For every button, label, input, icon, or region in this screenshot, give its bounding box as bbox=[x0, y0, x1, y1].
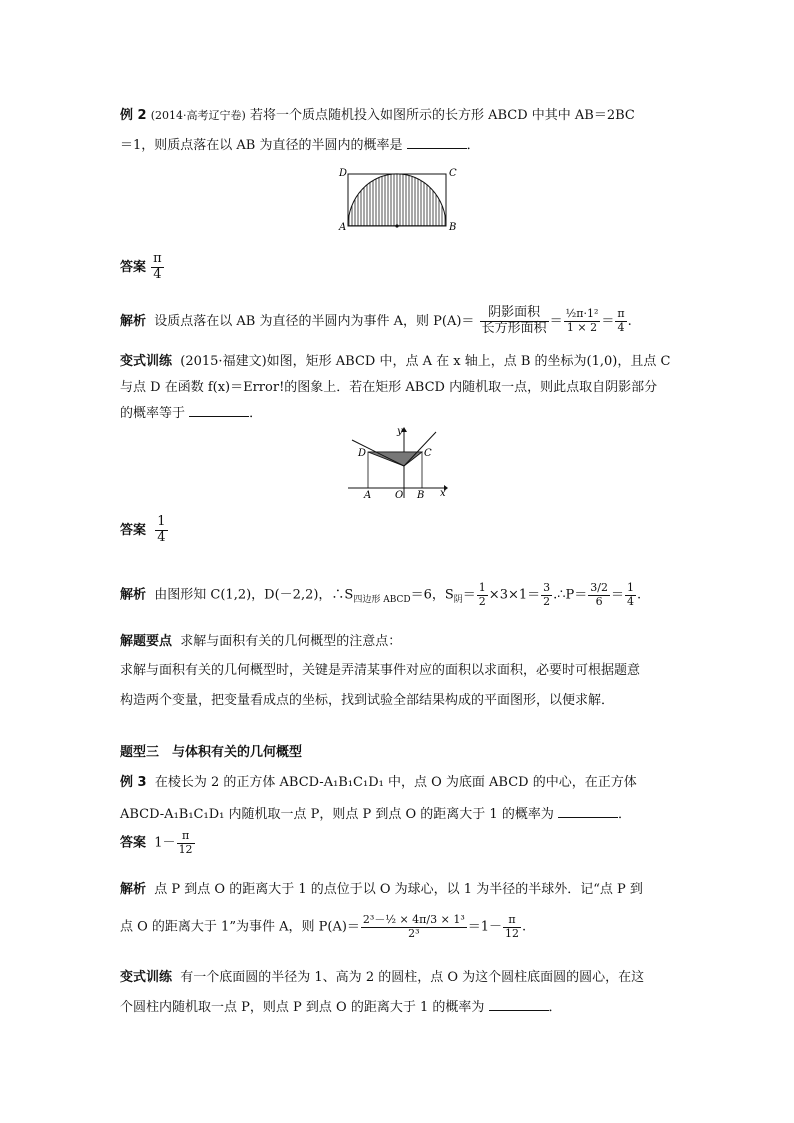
svg-text:B: B bbox=[417, 490, 425, 500]
label-b: B bbox=[449, 222, 457, 233]
label-a: A bbox=[339, 222, 347, 233]
answer-3: 答案 1－ $\frac{\pi}{12}$ bbox=[120, 829, 193, 856]
variant-1-line-3: 的概率等于 ． bbox=[120, 406, 263, 421]
svg-text:O: O bbox=[395, 490, 404, 500]
solution-1: 解析 设质点落在以 AB 为直径的半圆内为事件 A，则 P(A)＝ $\frac{\text{阴影面积}}{\text{长方形面积}}$ ＝ $\frac{\text{½π·1²}}{1 \times 2}$ ＝ $\frac{\pi}{4}$ . bbox=[120, 305, 632, 336]
problem-text: ＝1，则质点落在以 AB 为直径的半圆内的概率是 bbox=[120, 138, 403, 153]
answer-2: 答案 $\frac{1}{4}$ bbox=[120, 514, 166, 545]
answer-1: 答案 $\frac{\pi}{4}$ bbox=[120, 251, 162, 282]
example-2-line-2: ＝1，则质点落在以 AB 为直径的半圆内的概率是 ． bbox=[120, 138, 480, 153]
answer-blank bbox=[558, 807, 618, 818]
example-3-line-2: ABCD-A₁B₁C₁D₁ 内随机取一点 P，则点 P 到点 O 的距离大于 1 的概率为 ． bbox=[120, 807, 631, 822]
source-note: (2014·高考辽宁卷) bbox=[150, 109, 246, 122]
svg-text:C: C bbox=[424, 448, 432, 459]
key-points-line-2: 构造两个变量，把变量看成点的坐标，找到试验全部结果构成的平面图形，以便求解． bbox=[120, 693, 615, 708]
semicircle-figure bbox=[336, 164, 466, 236]
section-heading: 题型三 与体积有关的几何概型 bbox=[120, 745, 303, 760]
shaded-semicircle bbox=[348, 174, 446, 226]
answer-blank bbox=[407, 138, 467, 149]
solution-3-line-1: 解析 点 P 到点 O 的距离大于 1 的点位于以 O 为球心，以 1 为半径的半球外．记“点 P 到 bbox=[120, 882, 643, 897]
answer-blank bbox=[489, 1000, 549, 1011]
solution-2: 解析 由图形知 C(1,2)，D(－2,2)，$\therefore S_{四边形 ABCD}=6$，$S_阴=$ $\frac{1}{2}$ ×3×1＝ $\frac{3}{2}$ .∴P＝ $\frac{3/2}{6}$ ＝ $\frac{1}{4}$ . bbox=[120, 581, 642, 608]
example-2-line-1 bbox=[120, 104, 635, 123]
label-d: D bbox=[339, 168, 348, 179]
variant-1-line-1: 变式训练 (2015·福建文)如图，矩形 ABCD 中，点 A 在 x 轴上，点 B 的坐标为(1,0)，且点 C bbox=[120, 354, 671, 369]
answer-blank bbox=[189, 406, 249, 417]
problem-text: 若将一个质点随机投入如图所示的长方形 ABCD 中其中 AB＝2BC bbox=[249, 108, 635, 123]
variant-2-line-2: 个圆柱内随机取一点 P，则点 P 到点 O 的距离大于 1 的概率为 ． bbox=[120, 1000, 562, 1015]
solution-3-line-2: 点 O 的距离大于 1”为事件 A，则 P(A)＝ $\frac{\text{2³－½ × 4π/3 × 1³}}{\text{2³}}$ ＝1－ $\frac{\pi}{12}$ . bbox=[120, 913, 527, 940]
key-points-line-1: 求解与面积有关的几何概型时，关键是弄清某事件对应的面积以求面积，必要时可根据题意 bbox=[120, 663, 641, 678]
answer-fraction: $\frac{\pi}{4}$ bbox=[153, 251, 162, 282]
label-c: C bbox=[449, 168, 457, 179]
center-point bbox=[395, 224, 398, 227]
svg-text:y: y bbox=[397, 426, 403, 437]
key-points-title: 解题要点 求解与面积有关的几何概型的注意点： bbox=[120, 634, 402, 649]
variant-1-line-2: 与点 D 在函数 f(x)＝Error!的图象上．若在矩形 ABCD 内随机取一点，则此点取自阴影部分 bbox=[120, 380, 658, 395]
svg-text:D: D bbox=[358, 448, 367, 459]
example-3-line-1: 例 3 在棱长为 2 的正方体 ABCD-A₁B₁C₁D₁ 中，点 O 为底面 ABCD 的中心，在正方体 bbox=[120, 775, 637, 790]
shaded-triangle bbox=[368, 452, 422, 466]
variant-2-line-1: 变式训练 有一个底面圆的半径为 1、高为 2 的圆柱，点 O 为这个圆柱底面圆的圆心，在这 bbox=[120, 970, 645, 985]
function-graph-figure bbox=[344, 424, 450, 500]
svg-text:A: A bbox=[364, 490, 372, 500]
example-label: 例 2 bbox=[120, 108, 147, 123]
svg-text:x: x bbox=[440, 488, 446, 499]
